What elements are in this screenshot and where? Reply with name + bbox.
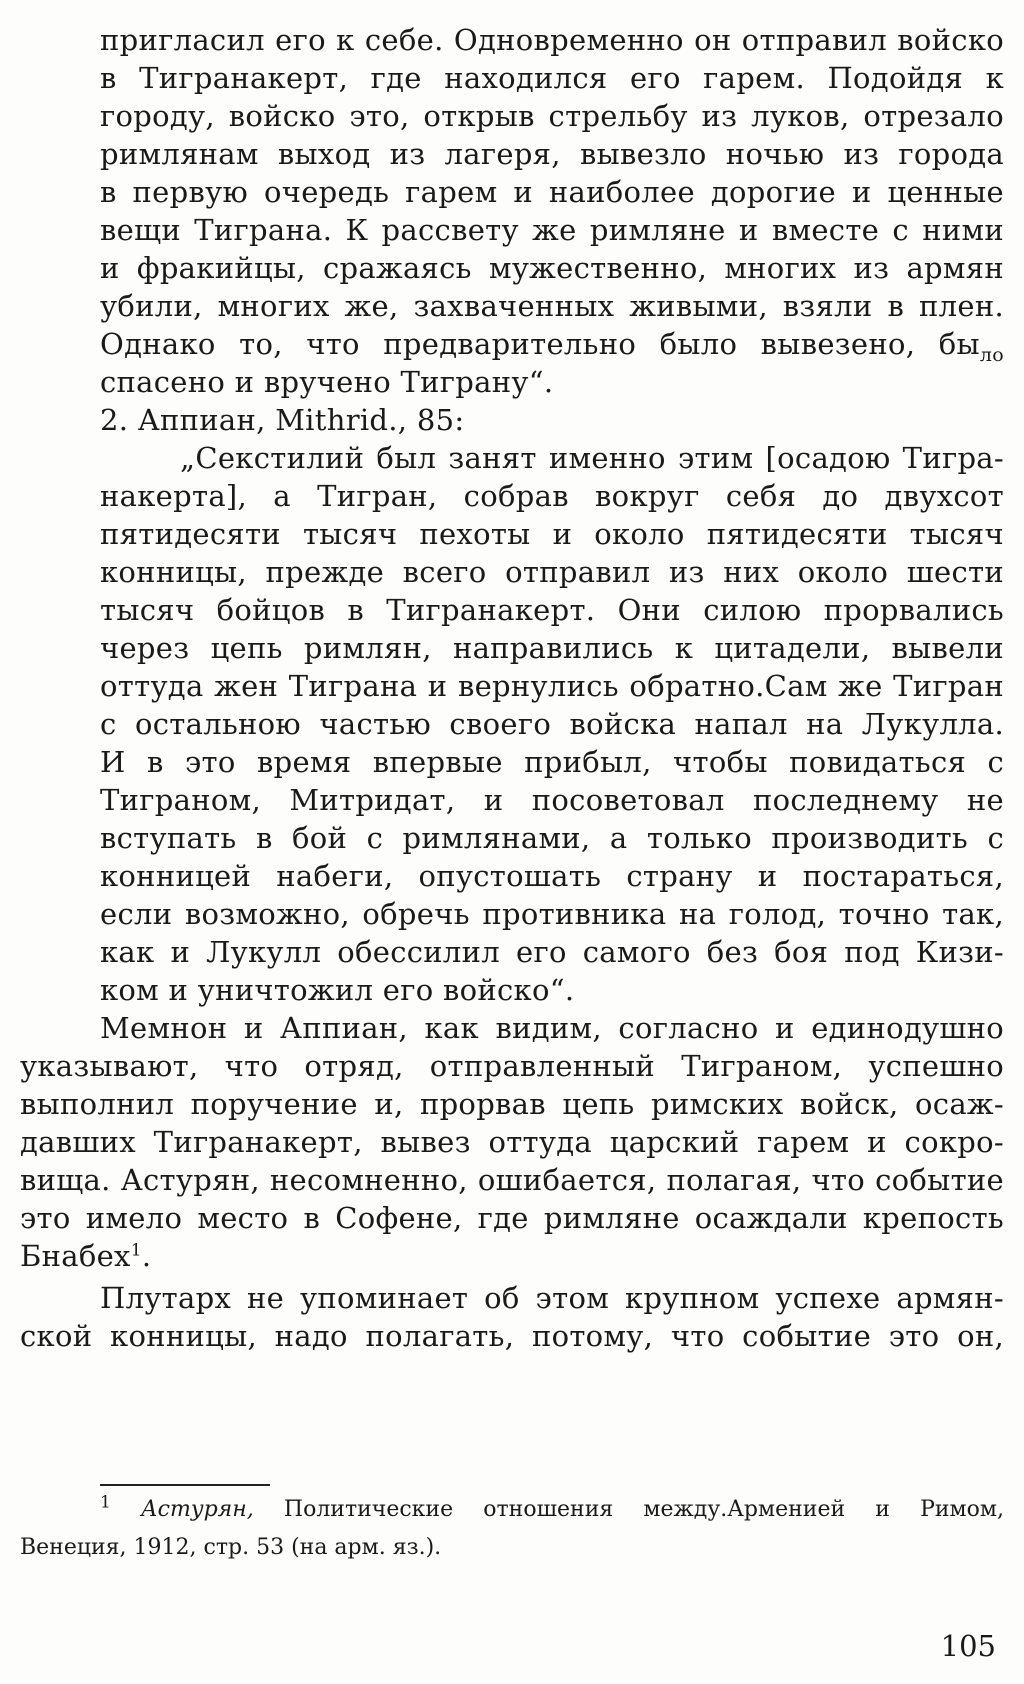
footnote-author: Астурян,: [140, 1497, 254, 1522]
text-line: Тиграном, Митридат, и посоветовал последнему не: [100, 783, 1004, 817]
text-line: И в это время впервые прибыл, чтобы повидаться с: [100, 745, 1004, 779]
text-line: римлянам выход из лагеря, вывезло ночью из города: [100, 137, 1004, 171]
page-number: 105: [940, 1629, 996, 1663]
text-line: с остальною частью своего войска напал на Лукулла.: [100, 707, 1004, 741]
text-line: вещи Тиграна. К рассвету же римляне и вместе с ними: [100, 213, 1004, 247]
text-line: ской конницы, надо полагать, потому, что событие это он,: [20, 1319, 1004, 1353]
text-line: через цепь римлян, направились к цитадели, вывели: [100, 631, 1004, 665]
text-line: давших Тигранакерт, вывез оттуда царский гарем и сокро-: [20, 1125, 1004, 1159]
text-line: в Тигранакерт, где находился его гарем. Подойдя к: [100, 61, 1004, 95]
source-heading: 2. Аппиан, Mithrid., 85:: [100, 403, 465, 437]
subscript-syllable: ло: [979, 343, 1004, 366]
footnote-divider: [100, 1484, 270, 1486]
text-line: спасено и вручено Тиграну“.: [100, 365, 554, 399]
text-line: тысяч бойцов в Тигранакерт. Они силою прорвались: [100, 593, 1004, 627]
text-line: конницей набеги, опустошать страну и постараться,: [100, 859, 1004, 893]
text-line: оттуда жен Тиграна и вернулись обратно.Сам же Тигран: [100, 669, 1004, 703]
text-line: в первую очередь гарем и наиболее дорогие и ценные: [100, 175, 1004, 209]
text-line: вступать в бой с римлянами, а только производить с: [100, 821, 1004, 855]
text-line: [20, 1236, 1004, 1276]
footnote-reference: 1: [130, 1240, 142, 1261]
footnote-mark: 1: [100, 1492, 111, 1513]
text-line: пригласил его к себе. Одновременно он отправил войско: [100, 23, 1004, 57]
footnote-continuation: Венеция, 1912, стр. 53 (на арм. яз.).: [20, 1535, 442, 1560]
paragraph-first-line: Плутарх не упоминает об этом крупном успехе армян-: [100, 1281, 1004, 1315]
footnote: [100, 1494, 1004, 1526]
text-line-main: Однако то, что предварительно было вывезено, бы: [100, 327, 980, 361]
text-line-main: Бнабех: [20, 1239, 131, 1273]
text-line-end: .: [141, 1239, 152, 1273]
text-line: выполнил поручение и, прорвав цепь римских войск, осаж-: [20, 1087, 1004, 1121]
quote-first-line: „Секстилий был занят именно этим [осадою Тигра-: [180, 441, 1004, 475]
text-line: убили, многих же, захваченных живыми, взяли в плен.: [100, 289, 1004, 323]
text-line: ком и уничтожил его войско“.: [100, 973, 575, 1007]
paragraph-first-line: Мемнон и Аппиан, как видим, согласно и единодушно: [100, 1011, 1004, 1045]
text-line: это имело место в Софене, где римляне осаждали крепость: [20, 1201, 1004, 1235]
text-line: как и Лукулл обессилил его самого без боя под Кизи-: [100, 935, 1004, 969]
text-line: конницы, прежде всего отправил из них около шести: [100, 555, 1004, 589]
text-line: вища. Астурян, несомненно, ошибается, полагая, что событие: [20, 1163, 1004, 1197]
text-line: городу, войско это, открыв стрельбу из луков, отрезало: [100, 99, 1004, 133]
text-line: пятидесяти тысяч пехоты и около пятидесяти тысяч: [100, 517, 1004, 551]
text-line: указывают, что отряд, отправленный Тиграном, успешно: [20, 1049, 1004, 1083]
text-line: и фракийцы, сражаясь мужественно, многих из армян: [100, 251, 1004, 285]
text-line: накерта], а Тигран, собрав вокруг себя до двухсот: [100, 479, 1004, 513]
footnote-text: Политические отношения между.Арменией и Римом,: [283, 1497, 1005, 1522]
text-line: если возможно, обречь противника на голод, точно так,: [100, 897, 1004, 931]
